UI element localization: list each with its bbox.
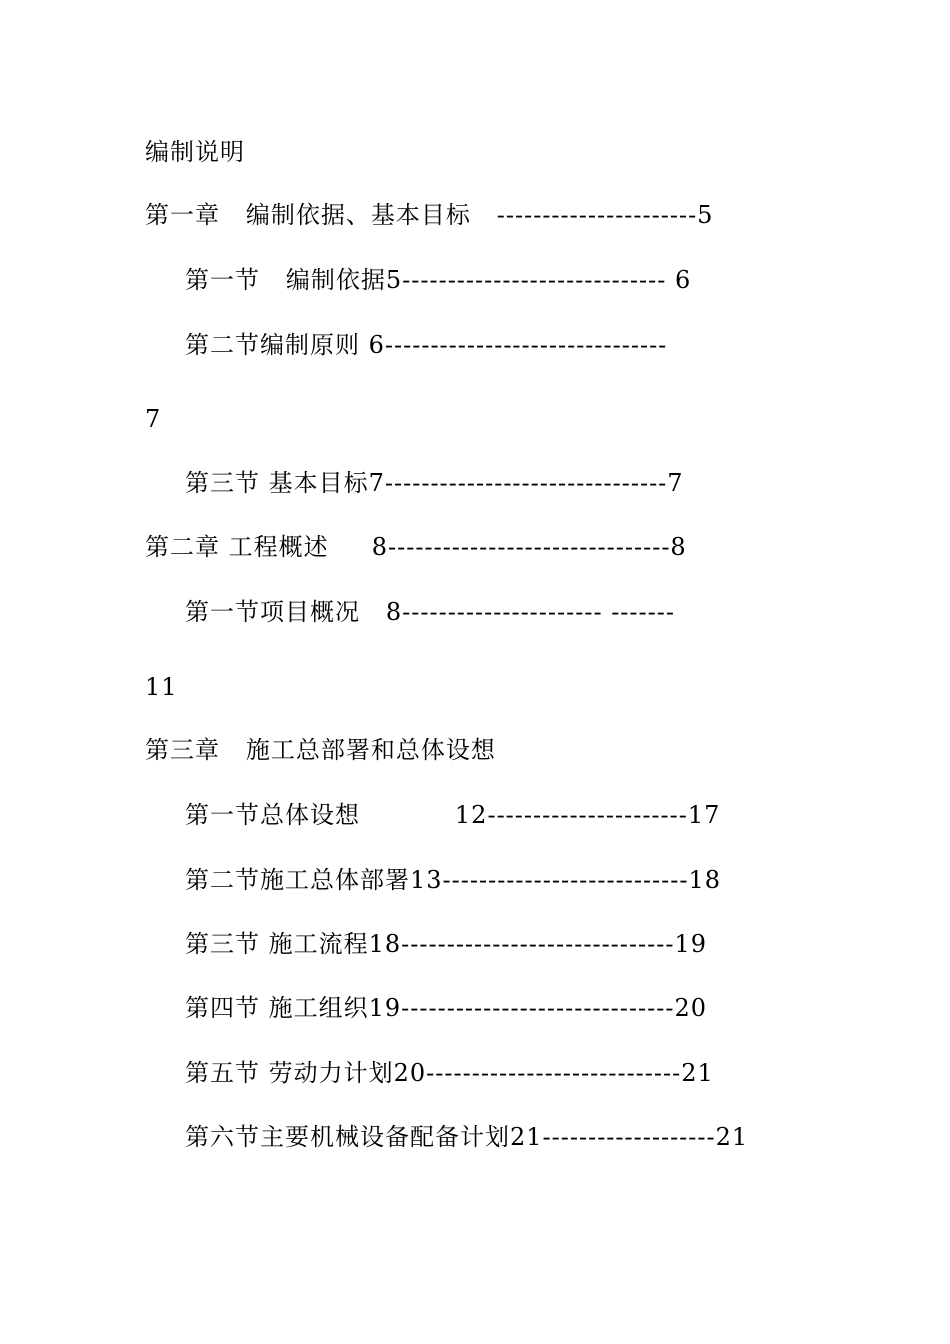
toc-ch1-section-1: 第一节 编制依据5----------------------------- 6: [185, 266, 692, 294]
toc-intro: 编制说明: [145, 138, 245, 166]
toc-ch1-section-2-page: 7: [145, 405, 162, 433]
toc-ch2-section-1: 第一节项目概况 8---------------------- -------: [185, 598, 675, 626]
toc-ch2-section-1-page: 11: [145, 673, 178, 701]
toc-ch3-section-5: 第五节 劳动力计划20----------------------------21: [185, 1059, 714, 1087]
toc-ch3-section-2: 第二节施工总体部署13---------------------------18: [185, 866, 722, 894]
toc-chapter-1: 第一章 编制依据、基本目标 ----------------------5: [145, 201, 714, 229]
toc-ch3-section-4: 第四节 施工组织19------------------------------20: [185, 994, 707, 1022]
toc-ch3-section-6: 第六节主要机械设备配备计划21-------------------21: [185, 1123, 749, 1151]
toc-ch1-section-2: 第二节编制原则 6-------------------------------: [185, 331, 668, 359]
toc-ch1-section-3: 第三节 基本目标7-------------------------------7: [185, 469, 684, 497]
toc-ch3-section-3: 第三节 施工流程18------------------------------19: [185, 930, 707, 958]
toc-ch3-section-1: 第一节总体设想 12----------------------17: [185, 801, 721, 829]
toc-chapter-2: 第二章 工程概述 8-------------------------------8: [145, 533, 687, 561]
toc-chapter-3: 第三章 施工总部署和总体设想: [145, 736, 496, 764]
